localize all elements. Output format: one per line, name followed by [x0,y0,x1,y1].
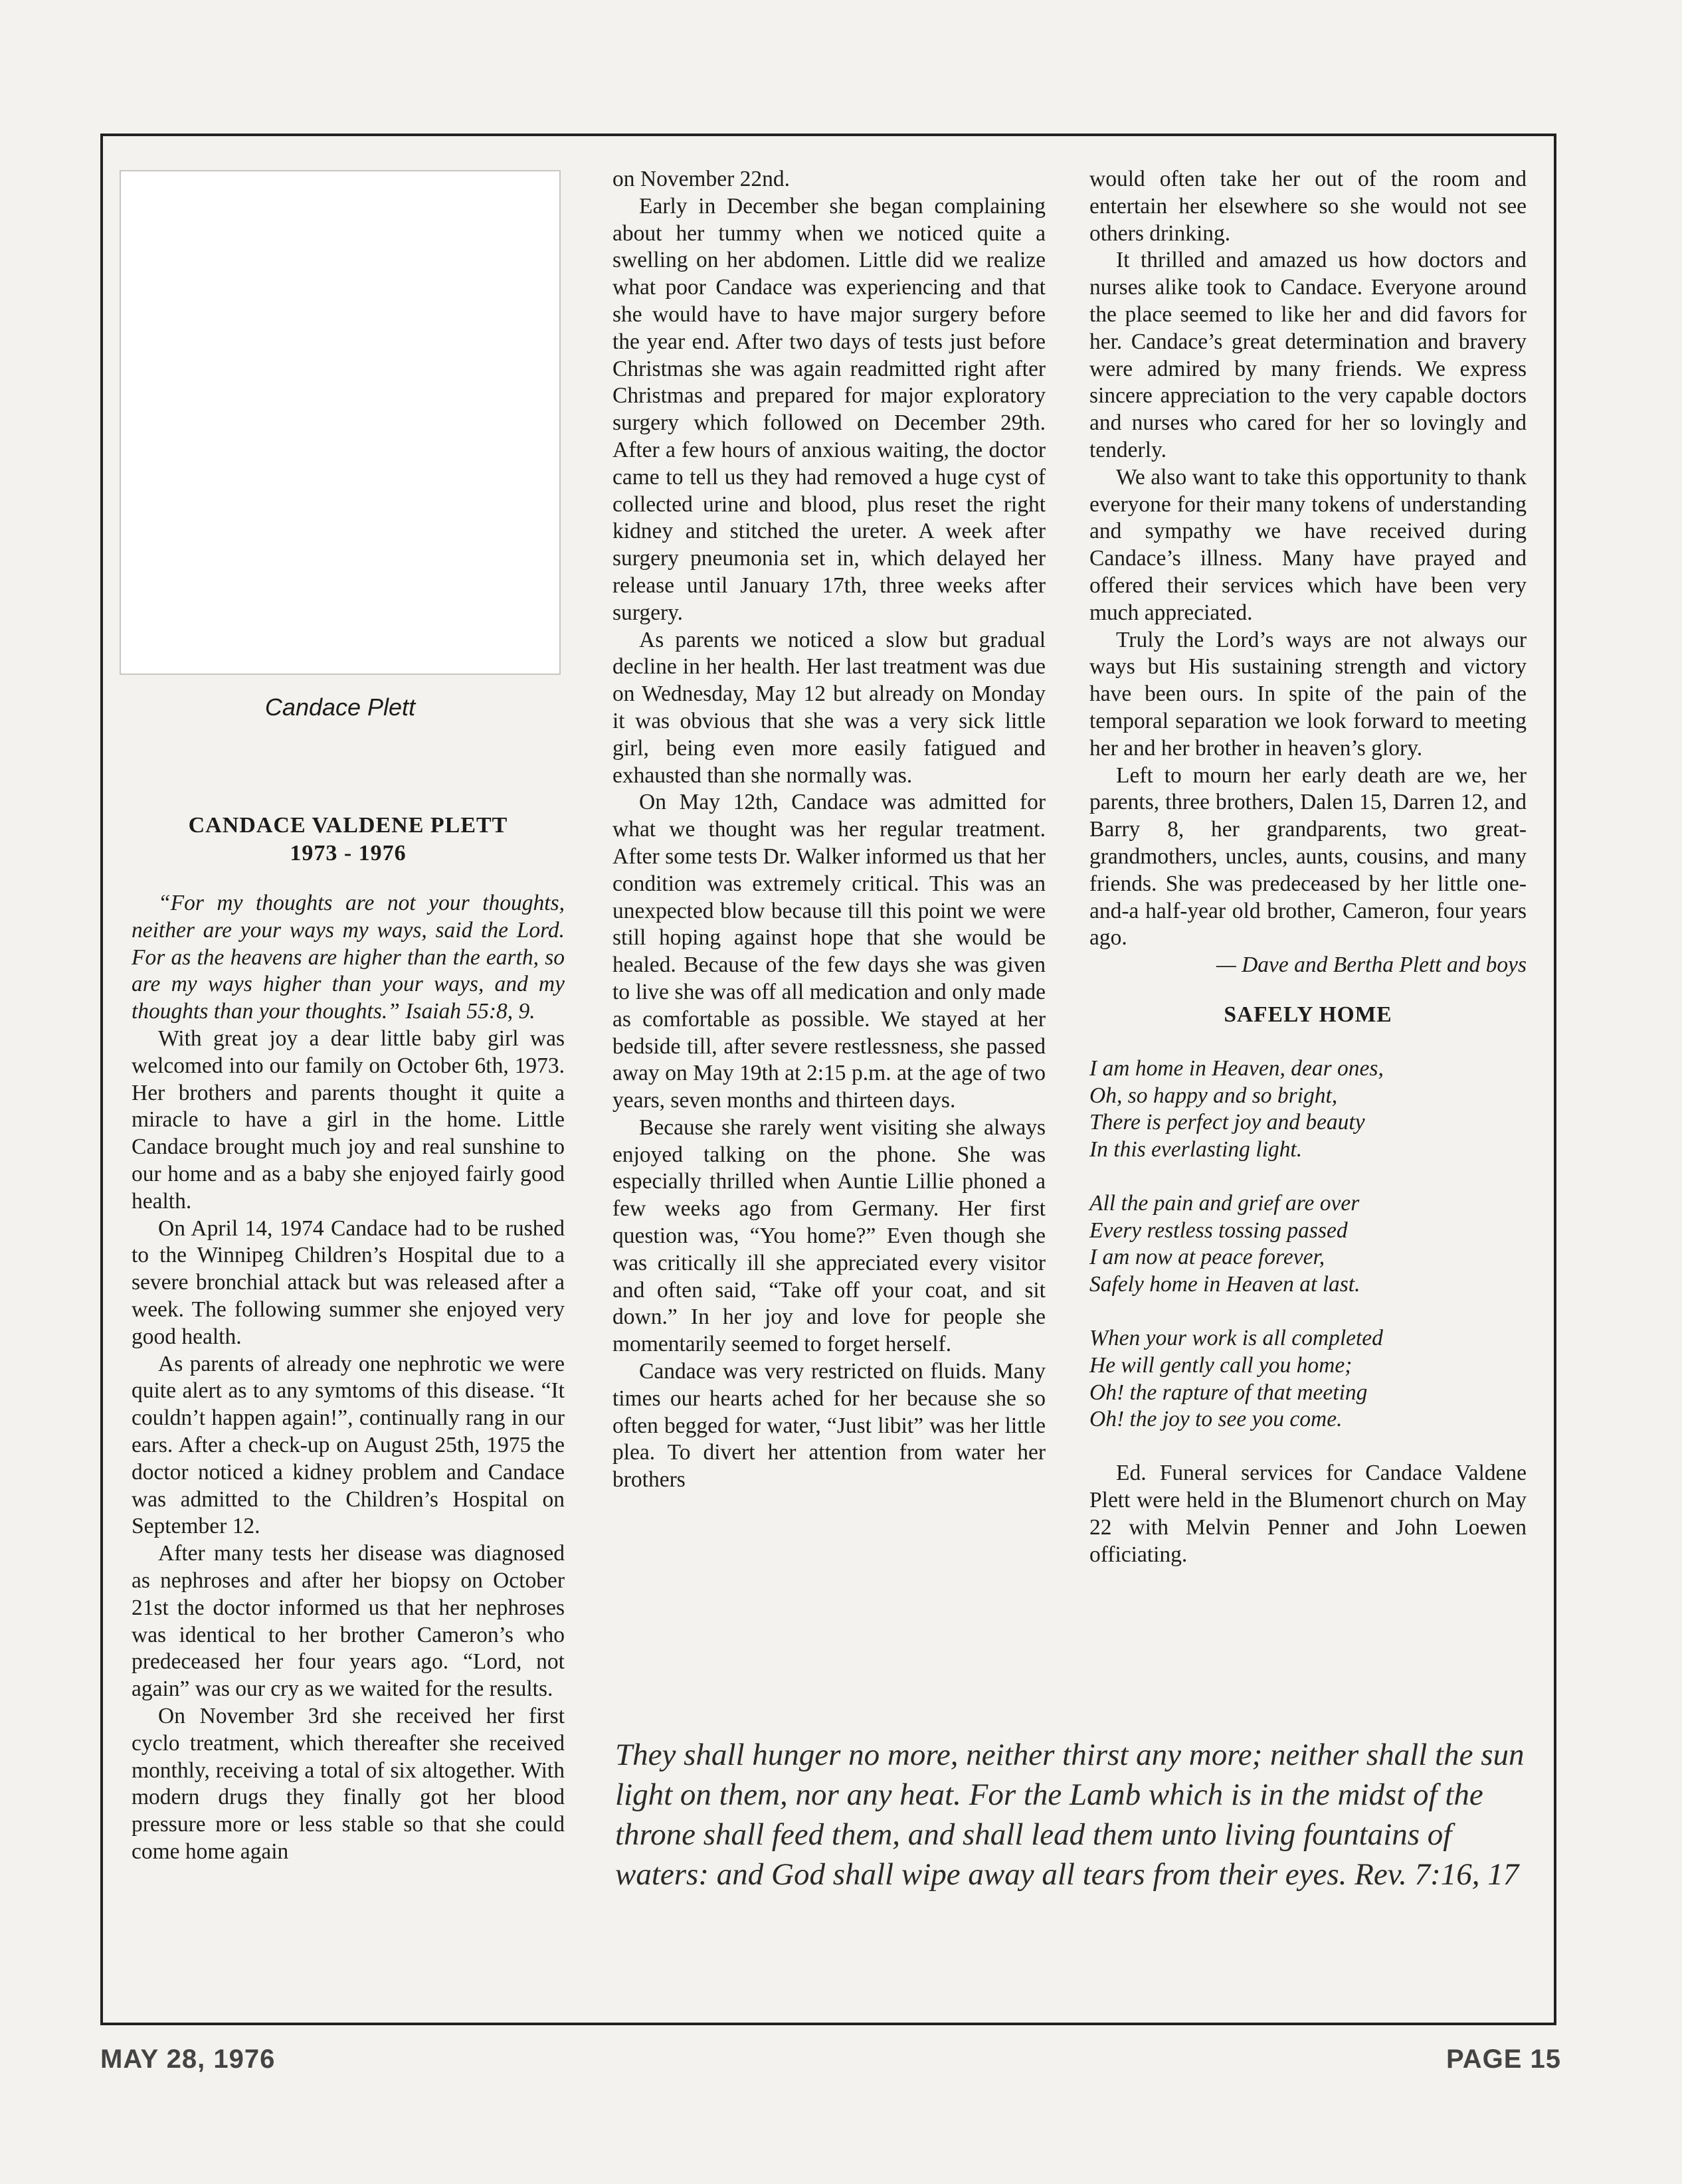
paragraph: Early in December she began complaining about her tummy when we noticed quite a swelling on her abdomen. Little did we realize what poor Candace was experiencing and that she would have to have major surgery before the year end. After two days of tests just before Christmas she was again readmitted right after Christmas and prepared for major exploratory surgery which followed on December 29th. After a few hours of anxious waiting, the doctor came to tell us they had removed a huge cyst of collected urine and blood, plus reset the right kidney and stitched the ureter. A week after surgery pneumonia set in, which delayed her release until January 17th, three weeks after surgery. [612,193,1046,625]
paragraph-continued: on November 22nd. [612,167,791,191]
paragraph: On May 12th, Candace was admitted for what we thought was her regular treatment. After some tests Dr. Walker informed us that her condition was extremely critical. This was an unexpected blow because till this point we were still hoping against hope that she would be healed. Because of the few days she was given to live she was off all medication and only made as comfortable as possible. We stayed at her bedside till, after severe restlessness, she passed away on May 19th at 2:15 p.m. at the age of two years, seven months and thirteen days. [612,790,1046,1113]
poem-line: He will gently call you home; [1089,1352,1353,1378]
scripture-quote: “For my thoughts are not your thoughts, neither are your ways my ways, said the Lord. For as the heavens are higher than the earth, so are my ways higher than your ways, and my thoughts than your thoughts.” Isaiah 55:8, 9. [132,891,565,1024]
poem-line: Safely home in Heaven at last. [1089,1272,1360,1297]
column-2 [612,166,1046,1494]
footer-date: MAY 28, 1976 [100,2045,276,2074]
poem-line: When your work is all completed [1089,1326,1383,1351]
bible-verse: They shall hunger no more, neither thirst any more; neither shall the sun light on them, nor any heat. For the Lamb which is in the midst of the throne shall feed them, and shall lead them unto living fountains of waters: and God shall wipe away all tears from their eyes. Rev. 7:16, 17 [615,1738,1525,1892]
obituary-name: CANDACE VALDENE PLETT [188,813,508,838]
poem-stanza [1089,1055,1527,1164]
poem-line: Oh! the rapture of that meeting [1089,1380,1368,1405]
poem-line: In this everlasting light. [1089,1137,1303,1162]
paragraph: As parents of already one nephrotic we were quite alert as to any symtoms of this disease. “It couldn’t happen again!”, continually rang in our ears. After a check-up on August 25th, 1975 the doctor noticed a kidney problem and Candace was admitted to the Children’s Hospital on September 12. [132,1351,565,1539]
paragraph-continued: would often take her out of the room and entertain her elsewhere so she would not see others drinking. [1089,167,1527,246]
poem-line: Oh, so happy and so bright, [1089,1083,1338,1108]
poem [1089,1055,1527,1434]
portrait-photo [120,170,561,675]
paragraph: On November 3rd she received her first cyclo treatment, which thereafter she received monthly, receiving a total of six altogether. With modern drugs they finally got her blood pressure more or less stable so that she could come home again [132,1703,565,1864]
paragraph: On April 14, 1974 Candace had to be rushed to the Winnipeg Children’s Hospital due to a severe bronchial attack but was released after a week. The following summer she enjoyed very good health. [132,1216,565,1349]
footer-page-number: PAGE 15 [1446,2045,1561,2074]
paragraph: Left to mourn her early death are we, her parents, three brothers, Dalen 15, Darren 12, and Barry 8, her grandparents, two great-grandmothers, uncles, aunts, cousins, and many friends. She was predeceased by her little one-and-a half-year old brother, Cameron, four years ago. [1089,763,1527,951]
poem-stanza [1089,1190,1527,1299]
poem-line: All the pain and grief are over [1089,1190,1360,1216]
photo-caption: Candace Plett [264,693,416,721]
paragraph: After many tests her disease was diagnosed as nephroses and after her biopsy on October 21st the doctor informed us that her nephroses was identical to her brother Cameron’s who predeceased her four years ago. “Lord, not again” was our cry as we waited for the results. [132,1541,565,1702]
paragraph: Candace was very restricted on fluids. Many times our hearts ached for her because she so often begged for water, “Just libit” was her little plea. To divert her attention from water her brothers [612,1359,1046,1493]
poem-line: There is perfect joy and beauty [1089,1110,1365,1135]
paragraph: Truly the Lord’s ways are not always our ways but His sustaining strength and victory have been ours. In spite of the pain of the temporal separation we look forward to meeting her and her brother in heaven’s glory. [1089,627,1527,761]
signature: — Dave and Bertha Plett and boys [1216,953,1527,978]
poem-stanza [1089,1325,1527,1433]
poem-title: SAFELY HOME [1224,1002,1392,1027]
paragraph: It thrilled and amazed us how doctors and nurses alike took to Candace. Everyone around the place seemed to like her and did favors for her. Candace’s great determination and bravery were admired by many friends. We express sincere appreciation to the very capable doctors and nurses who cared for her so lovingly and tenderly. [1089,248,1527,462]
editor-note: Ed. Funeral services for Candace Valdene Plett were held in the Blumenort church on May 22 with Melvin Penner and John Loewen officiating. [1089,1461,1527,1567]
poem-line: I am now at peace forever, [1089,1245,1325,1270]
paragraph: Because she rarely went visiting she always enjoyed talking on the phone. She was especially thrilled when Auntie Lillie phoned a few weeks ago from Germany. Her first question was, “You home?” Even though she was critically ill she appreciated every visitor and often said, “Take off your coat, and sit down.” In her joy and love for people she momentarily seemed to forget herself. [612,1115,1046,1357]
paragraph: As parents we noticed a slow but gradual decline in her health. Her last treatment was due on Wednesday, May 12 but already on Monday it was obvious that she was a very sick little girl, being even more easily fatigued and exhausted than she normally was. [612,627,1046,788]
column-3 [1089,166,1527,1568]
obituary-years: 1973 - 1976 [290,841,407,865]
obituary-heading [132,812,565,867]
poem-line: I am home in Heaven, dear ones, [1089,1055,1384,1081]
paragraph: With great joy a dear little baby girl was welcomed into our family on October 6th, 1973. Her brothers and parents thought it quite a miracle to have a girl in the home. Little Candace brought much joy and real sunshine to our home and as a baby she enjoyed fairly good health. [132,1026,565,1214]
poem-line: Every restless tossing passed [1089,1218,1348,1243]
column-1 [132,890,565,1866]
poem-line: Oh! the joy to see you come. [1089,1407,1343,1432]
paragraph: We also want to take this opportunity to thank everyone for their many tokens of understanding and sympathy we have received during Candace’s illness. Many have prayed and offered their services which have been very much appreciated. [1089,464,1527,625]
